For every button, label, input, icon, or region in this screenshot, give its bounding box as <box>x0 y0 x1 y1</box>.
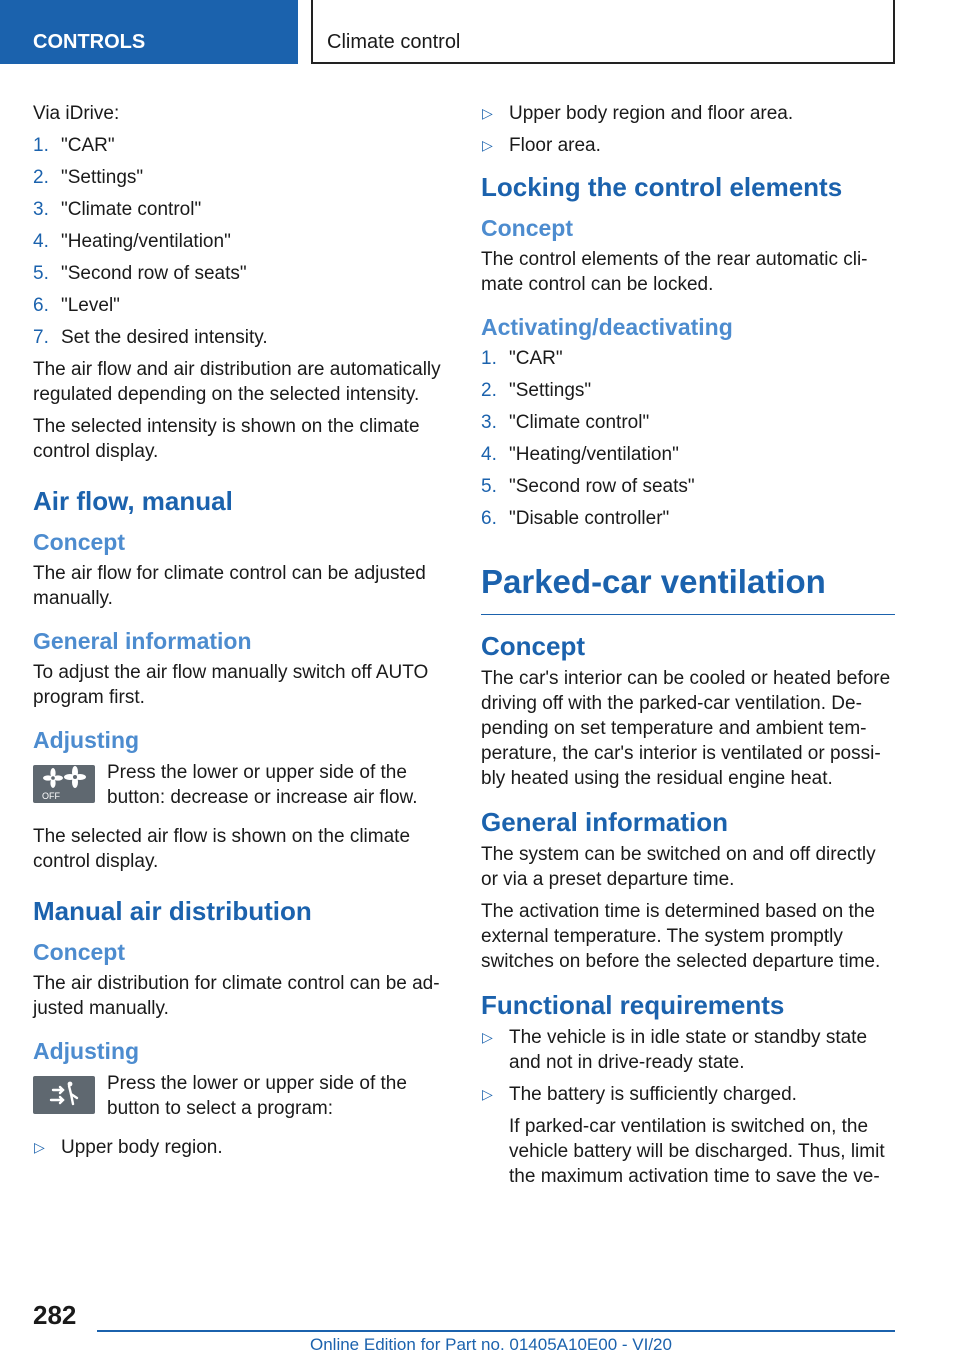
list-item: 4. "Heating/ventilation" <box>33 231 231 252</box>
right-column <box>481 101 895 1196</box>
triangle-right-icon: ▷ <box>482 137 493 153</box>
list-item: 3. "Climate control" <box>481 412 650 433</box>
left-column <box>33 101 441 1167</box>
list-item: 3. "Climate control" <box>33 199 202 220</box>
fan-off-icon <box>33 765 95 803</box>
subheading: General information <box>33 628 252 654</box>
section-heading: Air flow, manual <box>33 486 233 516</box>
paragraph: The activation time is determined based on the external temperature. The system promptly switches on before the selected departure time. <box>481 901 881 972</box>
step-list <box>33 133 441 350</box>
subheading: Concept <box>481 215 573 241</box>
paragraph: The control elements of the rear automatic cli‐mate control can be locked. <box>481 249 868 295</box>
list-item: ▷ Upper body region. <box>34 1137 223 1158</box>
list-item: 5. "Second row of seats" <box>33 263 247 284</box>
triangle-right-icon: ▷ <box>34 1139 45 1155</box>
paragraph: The air distribution for climate control can be ad‐justed manually. <box>33 973 440 1019</box>
footer-edition: Online Edition for Part no. 01405A10E00 - VI/20 <box>310 1335 672 1354</box>
list-item: 6. "Disable controller" <box>481 508 670 529</box>
list-item: ▷ The battery is sufficiently charged. If parked-car ventilation is switched on, the vehicle battery will be discharged. Thus, limit the maximum activation time to save the ve‐ <box>481 1082 895 1189</box>
list-item: 2. "Settings" <box>33 167 144 188</box>
bullet-paragraph: If parked-car ventilation is switched on, the vehicle battery will be discharged. Thus, limit the maximum activation time to save the ve‐ <box>509 1116 885 1187</box>
section-heading: Locking the control elements <box>481 172 843 202</box>
footer-divider <box>97 1330 895 1332</box>
list-item: 1. "CAR" <box>481 348 563 369</box>
list-item: ▷ The vehicle is in idle state or standby state and not in drive-ready state. <box>482 1027 868 1073</box>
subheading: Functional requirements <box>481 990 785 1020</box>
paragraph: Press the lower or upper side of the button: decrease or increase air flow. <box>107 762 418 808</box>
subheading: Activating/deactivating <box>481 314 733 340</box>
paragraph: Press the lower or upper side of the button to select a program: <box>107 1073 407 1119</box>
subheading: Concept <box>481 631 585 661</box>
list-item: 6. "Level" <box>33 295 120 316</box>
subheading: General information <box>481 807 729 837</box>
air-distribution-icon <box>33 1076 95 1114</box>
list-item: ▷ Upper body region and floor area. <box>482 103 794 124</box>
bullet-list <box>33 1135 441 1160</box>
page-header <box>0 0 960 66</box>
bullet-list <box>481 101 895 158</box>
chapter-heading: Parked-car ventilation <box>481 563 895 615</box>
fan-off-label: OFF <box>42 791 60 801</box>
bullet-list <box>481 1025 895 1189</box>
paragraph: The selected air flow is shown on the climate control display. <box>33 826 411 872</box>
triangle-right-icon: ▷ <box>482 105 493 121</box>
paragraph: The air flow for climate control can be adjusted manually. <box>33 563 426 609</box>
adjust-distribution-row <box>33 1071 441 1121</box>
adjust-fan-row <box>33 760 441 810</box>
subheading: Adjusting <box>33 1038 140 1064</box>
subheading: Concept <box>33 939 125 965</box>
intro-text: Via iDrive: <box>33 103 120 124</box>
list-item: 5. "Second row of seats" <box>481 476 695 497</box>
list-item: 1. "CAR" <box>33 135 115 156</box>
chapter-title: Climate control <box>311 0 895 64</box>
triangle-right-icon: ▷ <box>482 1086 493 1102</box>
list-item: 7. Set the desired intensity. <box>33 327 268 348</box>
triangle-right-icon: ▷ <box>482 1029 493 1045</box>
paragraph: To adjust the air flow manually switch off AUTO program first. <box>33 662 429 708</box>
list-item: 2. "Settings" <box>481 380 592 401</box>
paragraph: The car's interior can be cooled or heated before driving off with the parked-car ventilation. De‐pending on set temperature and ambient tem‐perature, the car's interior is ventilated or possi‐bly heated using the residual engine heat. <box>481 668 891 789</box>
step-list <box>481 346 895 531</box>
list-item: ▷ Floor area. <box>482 135 601 156</box>
paragraph: The selected intensity is shown on the climate control display. <box>33 416 420 462</box>
list-item: 4. "Heating/ventilation" <box>481 444 679 465</box>
subheading: Adjusting <box>33 727 140 753</box>
subheading: Concept <box>33 529 125 555</box>
section-heading: Manual air distribution <box>33 896 312 926</box>
section-tab: CONTROLS <box>0 0 298 64</box>
paragraph: The system can be switched on and off directly or via a preset departure time. <box>481 844 876 890</box>
page-number: 282 <box>33 1300 77 1330</box>
paragraph: The air flow and air distribution are automatically regulated depending on the selected intensity. <box>33 359 441 405</box>
